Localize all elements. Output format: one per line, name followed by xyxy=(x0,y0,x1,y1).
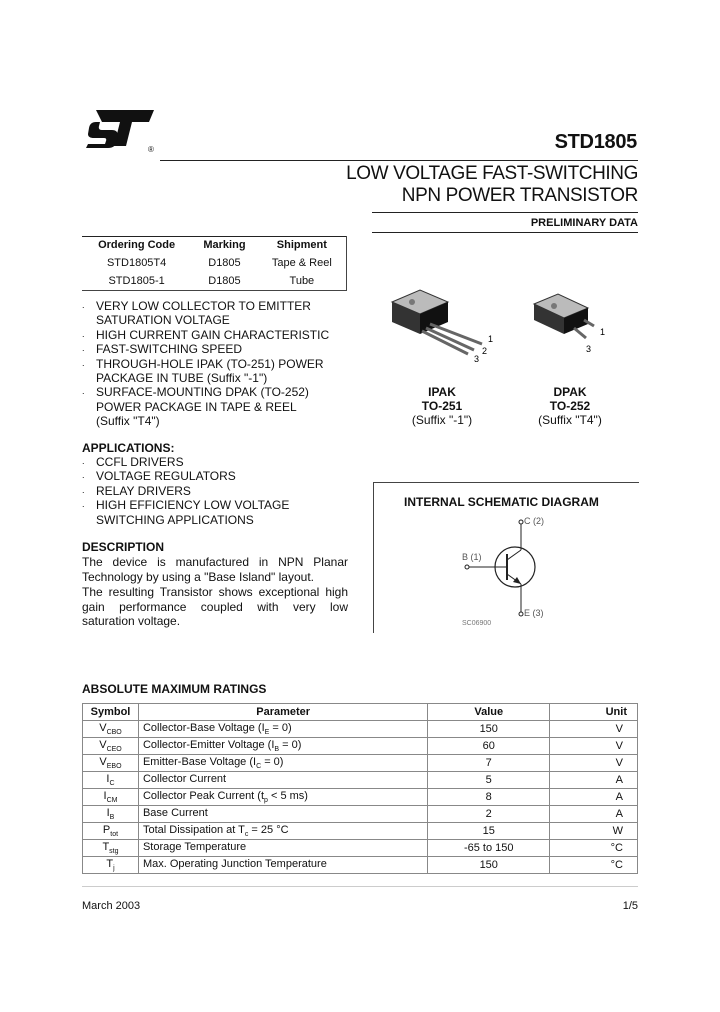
unit-cell: A xyxy=(550,772,638,789)
schematic-title: INTERNAL SCHEMATIC DIAGRAM xyxy=(404,495,599,509)
footer-date: March 2003 xyxy=(82,900,141,912)
dpak-name: DPAK xyxy=(553,385,587,399)
ordering-top-rule xyxy=(82,236,346,237)
ratings-header-unit: Unit xyxy=(550,704,638,721)
symbol-cell: $V_{EBO}$ xyxy=(83,755,139,772)
ratings-header-parameter: Parameter xyxy=(138,704,427,721)
ratings-table xyxy=(82,703,638,874)
dpak-label xyxy=(530,385,610,427)
ipak-code: TO-251 xyxy=(421,399,463,413)
schematic-code: SC06900 xyxy=(462,620,492,627)
parameter-cell: Collector Peak Current ($t_p < 5$ ms) xyxy=(138,789,427,806)
table-row xyxy=(83,755,638,772)
unit-cell: °C xyxy=(550,857,638,874)
value-cell: 8 xyxy=(428,789,550,806)
ratings-title: ABSOLUTE MAXIMUM RATINGS xyxy=(82,682,267,696)
list-item: . VERY LOW COLLECTOR TO EMITTER xyxy=(82,299,311,313)
table-cell: STD1805T4 xyxy=(106,257,167,269)
ipak-label xyxy=(402,385,482,427)
unit-cell: A xyxy=(550,789,638,806)
table-cell: STD1805-1 xyxy=(108,275,165,287)
parameter-cell: Total Dissipation at $T_c = 25$ °C xyxy=(138,823,427,840)
table-row xyxy=(83,772,638,789)
title-line-2: NPN POWER TRANSISTOR xyxy=(401,185,638,206)
table-row xyxy=(83,806,638,823)
ratings-header-symbol: Symbol xyxy=(83,704,139,721)
value-cell: 150 xyxy=(428,721,550,738)
symbol-cell: $P_{tot}$ xyxy=(83,823,139,840)
ordering-header-code: Ordering Code xyxy=(98,239,176,251)
list-item: . FAST-SWITCHING SPEED xyxy=(82,342,243,357)
preliminary-label: PRELIMINARY DATA xyxy=(530,217,638,229)
list-item: . HIGH EFFICIENCY LOW VOLTAGE xyxy=(82,498,290,513)
footer-page: 1/5 xyxy=(622,900,638,912)
unit-cell: V xyxy=(550,721,638,738)
pin-label: 2 xyxy=(482,346,488,356)
value-cell: 5 xyxy=(428,772,550,789)
title-line-1: LOW VOLTAGE FAST-SWITCHING xyxy=(346,163,638,184)
list-item: (Suffix "T4") xyxy=(96,414,160,429)
transistor-schematic xyxy=(455,512,565,627)
ordering-table xyxy=(82,236,347,291)
symbol-cell: $I_C$ xyxy=(83,772,139,789)
collector-label: C (2) xyxy=(524,516,544,526)
list-item: . CCFL DRIVERS xyxy=(82,455,184,469)
table-row xyxy=(83,789,638,806)
list-item: SWITCHING APPLICATIONS xyxy=(96,512,254,527)
symbol-cell: $I_{CM}$ xyxy=(83,789,139,806)
symbol-cell: $V_{CEO}$ xyxy=(83,738,139,755)
parameter-cell: Emitter-Base Voltage $(I_C = 0)$ xyxy=(138,755,427,772)
table-row xyxy=(83,721,638,738)
applications-list xyxy=(82,455,352,527)
ordering-header-marking: Marking xyxy=(203,239,246,251)
parameter-cell: Collector-Emitter Voltage $(I_B = 0)$ xyxy=(138,738,427,755)
parameter-cell: Collector-Base Voltage $(I_E = 0)$ xyxy=(138,721,427,738)
table-row xyxy=(83,738,638,755)
table-row xyxy=(82,254,346,272)
base-label: B (1) xyxy=(462,552,482,562)
symbol-cell: $I_B$ xyxy=(83,806,139,823)
list-item: . VOLTAGE REGULATORS xyxy=(82,469,236,484)
value-cell: 7 xyxy=(428,755,550,772)
features-list xyxy=(82,299,352,429)
pin-label: 1 xyxy=(600,327,606,337)
table-row xyxy=(83,840,638,857)
table-cell: Tube xyxy=(289,275,315,287)
emitter-label: E (3) xyxy=(524,608,544,618)
unit-cell: °C xyxy=(550,840,638,857)
symbol-cell: $V_{CBO}$ xyxy=(83,721,139,738)
ipak-name: IPAK xyxy=(428,385,456,399)
list-item: SATURATION VOLTAGE xyxy=(96,313,230,328)
list-item: POWER PACKAGE IN TAPE & REEL xyxy=(96,399,297,414)
ordering-header-shipment: Shipment xyxy=(276,239,327,251)
list-item: . HIGH CURRENT GAIN CHARACTERISTIC xyxy=(82,327,330,342)
dpak-package-image xyxy=(528,290,618,360)
table-cell: D1805 xyxy=(208,257,241,269)
description-para-2: The resulting Transistor shows exceptional high gain performance coupled with very low saturation voltage. xyxy=(82,585,348,629)
pin-label: 1 xyxy=(488,334,494,344)
list-item: . SURFACE-MOUNTING DPAK (TO-252) xyxy=(82,385,309,400)
table-cell: D1805 xyxy=(208,275,241,287)
pin-label: 3 xyxy=(474,354,480,364)
unit-cell: V xyxy=(550,738,638,755)
unit-cell: V xyxy=(550,755,638,772)
dpak-code: TO-252 xyxy=(549,399,591,413)
table-row xyxy=(82,272,346,290)
parameter-cell: Base Current xyxy=(138,806,427,823)
description-para-1: The device is manufactured in NPN Planar Technology by using a "Base Island" layout. xyxy=(82,555,348,584)
svg-text:®: ® xyxy=(148,145,154,154)
ratings-header-value: Value xyxy=(428,704,550,721)
unit-cell: W xyxy=(550,823,638,840)
preliminary-rule xyxy=(372,232,638,233)
subtitle-rule xyxy=(372,212,638,213)
table-cell: Tape & Reel xyxy=(271,257,332,269)
header-rule xyxy=(160,160,638,161)
value-cell: 150 xyxy=(428,857,550,874)
st-logo xyxy=(82,108,158,154)
description-heading: DESCRIPTION xyxy=(82,540,165,554)
value-cell: -65 to 150 xyxy=(428,840,550,857)
parameter-cell: Max. Operating Junction Temperature xyxy=(138,857,427,874)
table-row xyxy=(83,823,638,840)
value-cell: 15 xyxy=(428,823,550,840)
list-item: PACKAGE IN TUBE (Suffix "-1") xyxy=(96,371,268,386)
parameter-cell: Storage Temperature xyxy=(138,840,427,857)
dpak-suffix: (Suffix "T4") xyxy=(538,413,602,427)
ipak-package-image xyxy=(386,288,502,364)
list-item: . RELAY DRIVERS xyxy=(82,483,191,498)
ipak-suffix: (Suffix "-1") xyxy=(411,413,473,427)
part-number: STD1805 xyxy=(554,131,637,153)
unit-cell: A xyxy=(550,806,638,823)
list-item: . THROUGH-HOLE IPAK (TO-251) POWER xyxy=(82,356,324,371)
symbol-cell: $T_j$ xyxy=(83,857,139,874)
parameter-cell: Collector Current xyxy=(138,772,427,789)
pin-label: 3 xyxy=(586,344,592,354)
applications-heading: APPLICATIONS: xyxy=(82,441,175,455)
symbol-cell: $T_{stg}$ xyxy=(83,840,139,857)
footer-rule xyxy=(82,886,638,887)
value-cell: 60 xyxy=(428,738,550,755)
value-cell: 2 xyxy=(428,806,550,823)
table-row xyxy=(83,857,638,874)
